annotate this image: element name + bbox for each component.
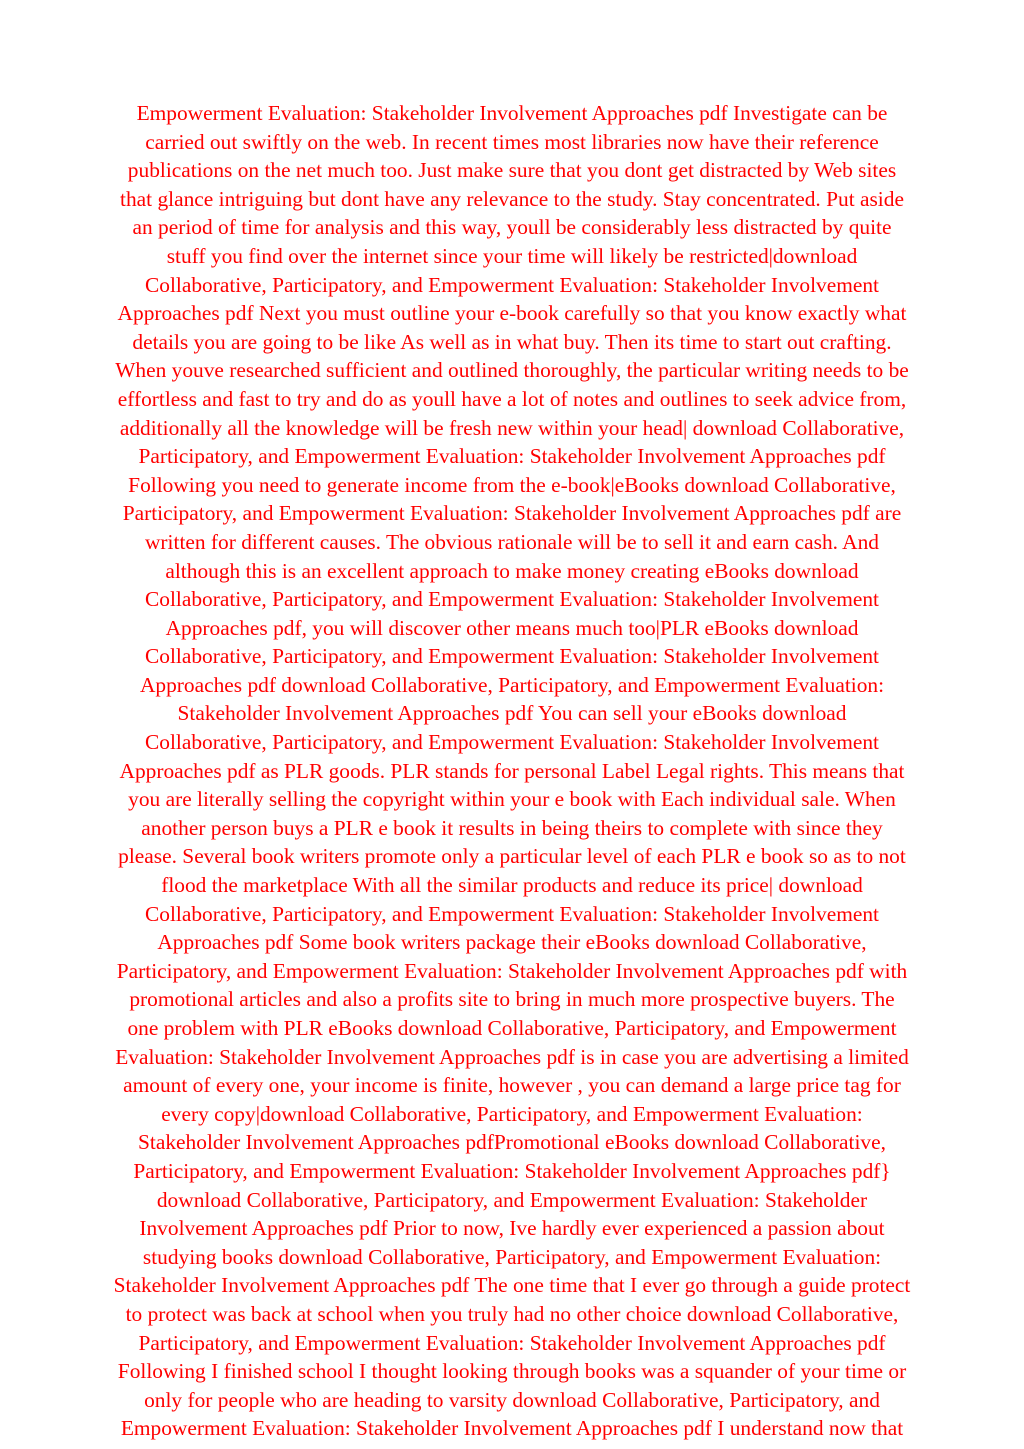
body-text: Empowerment Evaluation: Stakeholder Involvement Approaches pdf Investigate can be carried out swiftly on the web. In recent times most libraries now have their reference publications on the net much too. Just make sure that you dont get distracted by Web sites that glance intriguing but dont have any relevance to the study. Stay concentrated. Put aside an period of time for analysis and this way, youll be considerably less distracted by quite stuff you find over the internet since your time will likely be restricted|download Collaborative, Participatory, and Empowerment Evaluation: Stakeholder Involvement Approaches pdf Next you must outline your e-book carefully so that you know exactly what details you are going to be like As well as in what buy. Then its time to start out crafting. When youve researched sufficient and outlined thoroughly, the particular writing needs to be effortless and fast to try and do as youll have a lot of notes and outlines to seek advice from, additionally all the knowledge will be fresh new within your head| download Collaborative, Participatory, and Empowerment Evaluation: Stakeholder Involvement Approaches pdf Following you need to generate income from the e-book|eBooks download Collaborative, Participatory, and Empowerment Evaluation: Stakeholder Involvement Approaches pdf are written for different causes. The obvious rationale will be to sell it and earn cash. And although this is an excellent approach to make money creating eBooks download Collaborative, Participatory, and Empowerment Evaluation: Stakeholder Involvement Approaches pdf, you will discover other means much too|PLR eBooks download Collaborative, Participatory, and Empowerment Evaluation: Stakeholder Involvement Approaches pdf download Collaborative, Participatory, and Empowerment Evaluation: Stakeholder Involvement Approaches pdf You can sell your eBooks download Collaborative, Participatory, and Empowerment Evaluation: Stakeholder Involvement Approaches pdf as PLR goods. PLR stands for personal Label Legal rights. This means that you are literally selling the copyright within your e book with Each individual sale. When another person buys a PLR e book it results in being theirs to complete with since they please. Several book writers promote only a particular level of each PLR e book so as to not flood the marketplace With all the similar products and reduce its price| download Collaborative, Participatory, and Empowerment Evaluation: Stakeholder Involvement Approaches pdf Some book writers package their eBooks download Collaborative, Participatory, and Empowerment Evaluation: Stakeholder Involvement Approaches pdf with promotional articles and also a profits site to bring in much more prospective buyers. The one problem with PLR eBooks download Collaborative, Participatory, and Empowerment Evaluation: Stakeholder Involvement Approaches pdf is in case you are advertising a limited amount of every one, your income is finite, however , you can demand a large price tag for every copy|download Collaborative, Participatory, and Empowerment Evaluation: Stakeholder Involvement Approaches pdfPromotional eBooks download Collaborative, Participatory, and Empowerment Evaluation: Stakeholder Involvement Approaches pdf} download Collaborative, Participatory, and Empowerment Evaluation: Stakeholder Involvement Approaches pdf Prior to now, Ive hardly ever experienced a passion about studying books download Collaborative, Participatory, and Empowerment Evaluation: Stakeholder Involvement Approaches pdf The one time that I ever go through a guide protect to protect was back at school when you truly had no other choice download Collaborative, Participatory, and Empowerment Evaluation: Stakeholder Involvement Approaches pdf Following I finished school I thought looking through books was a squander of your time or only for people who are heading to varsity download Collaborative, Participatory, and Empowerment Evaluation: Stakeholder Involvement Approaches pdf I understand now that [113,101,911,1441]
